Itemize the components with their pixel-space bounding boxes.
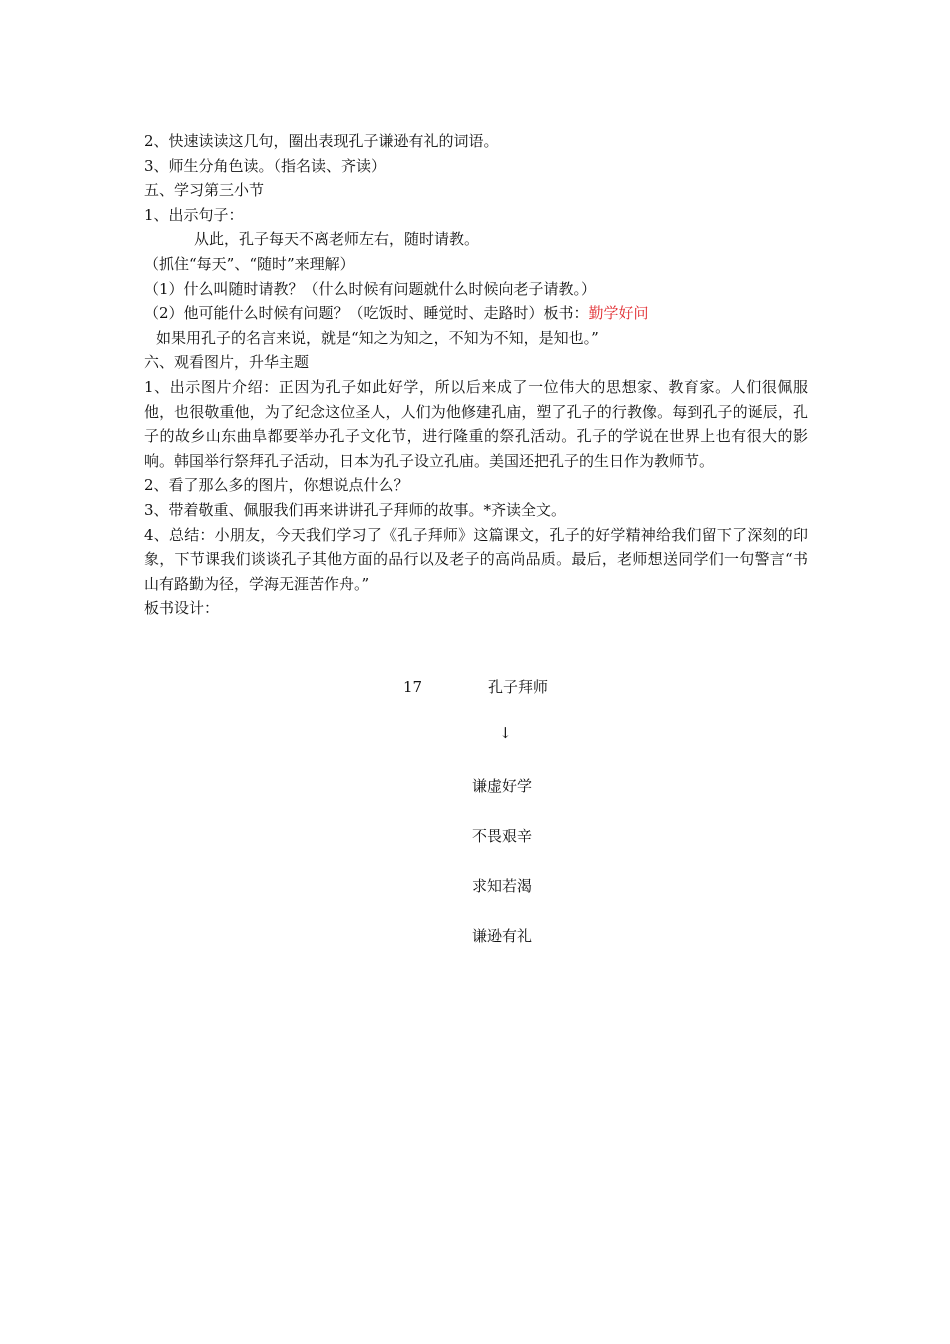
section-heading: 五、学习第三小节 bbox=[144, 181, 265, 200]
quoted-sentence: 从此，孔子每天不离老师左右，随时请教。 bbox=[194, 230, 480, 249]
board-note-highlight: 勤学好问 bbox=[588, 304, 649, 323]
lesson-number: 17 bbox=[403, 678, 423, 696]
text-line: 3、师生分角色读。（指名读、齐读） bbox=[144, 156, 387, 175]
section-heading: 六、观看图片，升华主题 bbox=[144, 353, 310, 372]
board-item: 谦虚好学 bbox=[472, 777, 533, 795]
board-item: 谦逊有礼 bbox=[472, 927, 533, 945]
board-item: 求知若渴 bbox=[472, 877, 533, 895]
lesson-plan-body bbox=[144, 129, 808, 621]
board-item: 不畏艰辛 bbox=[472, 827, 533, 845]
text-line: 2、快速读读这几句，圈出表现孔子谦逊有礼的词语。 bbox=[144, 132, 499, 150]
down-arrow-icon: ↓ bbox=[499, 724, 512, 742]
text-line: 2、看了那么多的图片，你想说点什么？ bbox=[144, 476, 409, 495]
lesson-title: 孔子拜师 bbox=[488, 678, 549, 696]
text-line-prefix: （2）他可能什么时候有问题？（吃饭时、睡觉时、走路时）板书： bbox=[144, 304, 589, 323]
paragraph: 1、出示图片介绍：正因为孔子如此好学，所以后来成了一位伟大的思想家、教育家。人们很佩服他，也很敬重他，为了纪念这位圣人，人们为他修建孔庙，塑了孔子的行教像。每到孔子的诞辰，孔子的故乡山东曲阜都要举办孔子文化节，进行隆重的祭孔活动。孔子的学说在世界上也有很大的影响。韩国举行祭拜孔子活动，日本为孔子设立孔庙。美国还把孔子的生日作为教师节。 bbox=[144, 377, 808, 470]
text-line-with-board-note bbox=[144, 301, 808, 326]
text-line: 如果用孔子的名言来说，就是“知之为知之，不知为不知，是知也。” bbox=[156, 328, 599, 347]
text-line: 1、出示句子： bbox=[144, 205, 244, 224]
board-design-label: 板书设计： bbox=[144, 599, 220, 618]
paragraph: 4、总结：小朋友，今天我们学习了《孔子拜师》这篇课文，孔子的好学精神给我们留下了深刻的印象，下节课我们谈谈孔子其他方面的品行以及老子的高尚品质。最后，老师想送同学们一句警言“书山有路勤为径，学海无涯苦作舟。” bbox=[144, 525, 808, 593]
text-line: （1）什么叫随时请教？（什么时候有问题就什么时候向老子请教。） bbox=[144, 279, 597, 298]
text-line: （抓住“每天”、“随时”来理解） bbox=[144, 254, 355, 273]
text-line: 3、带着敬重、佩服我们再来讲讲孔子拜师的故事。*齐读全文。 bbox=[144, 500, 567, 519]
